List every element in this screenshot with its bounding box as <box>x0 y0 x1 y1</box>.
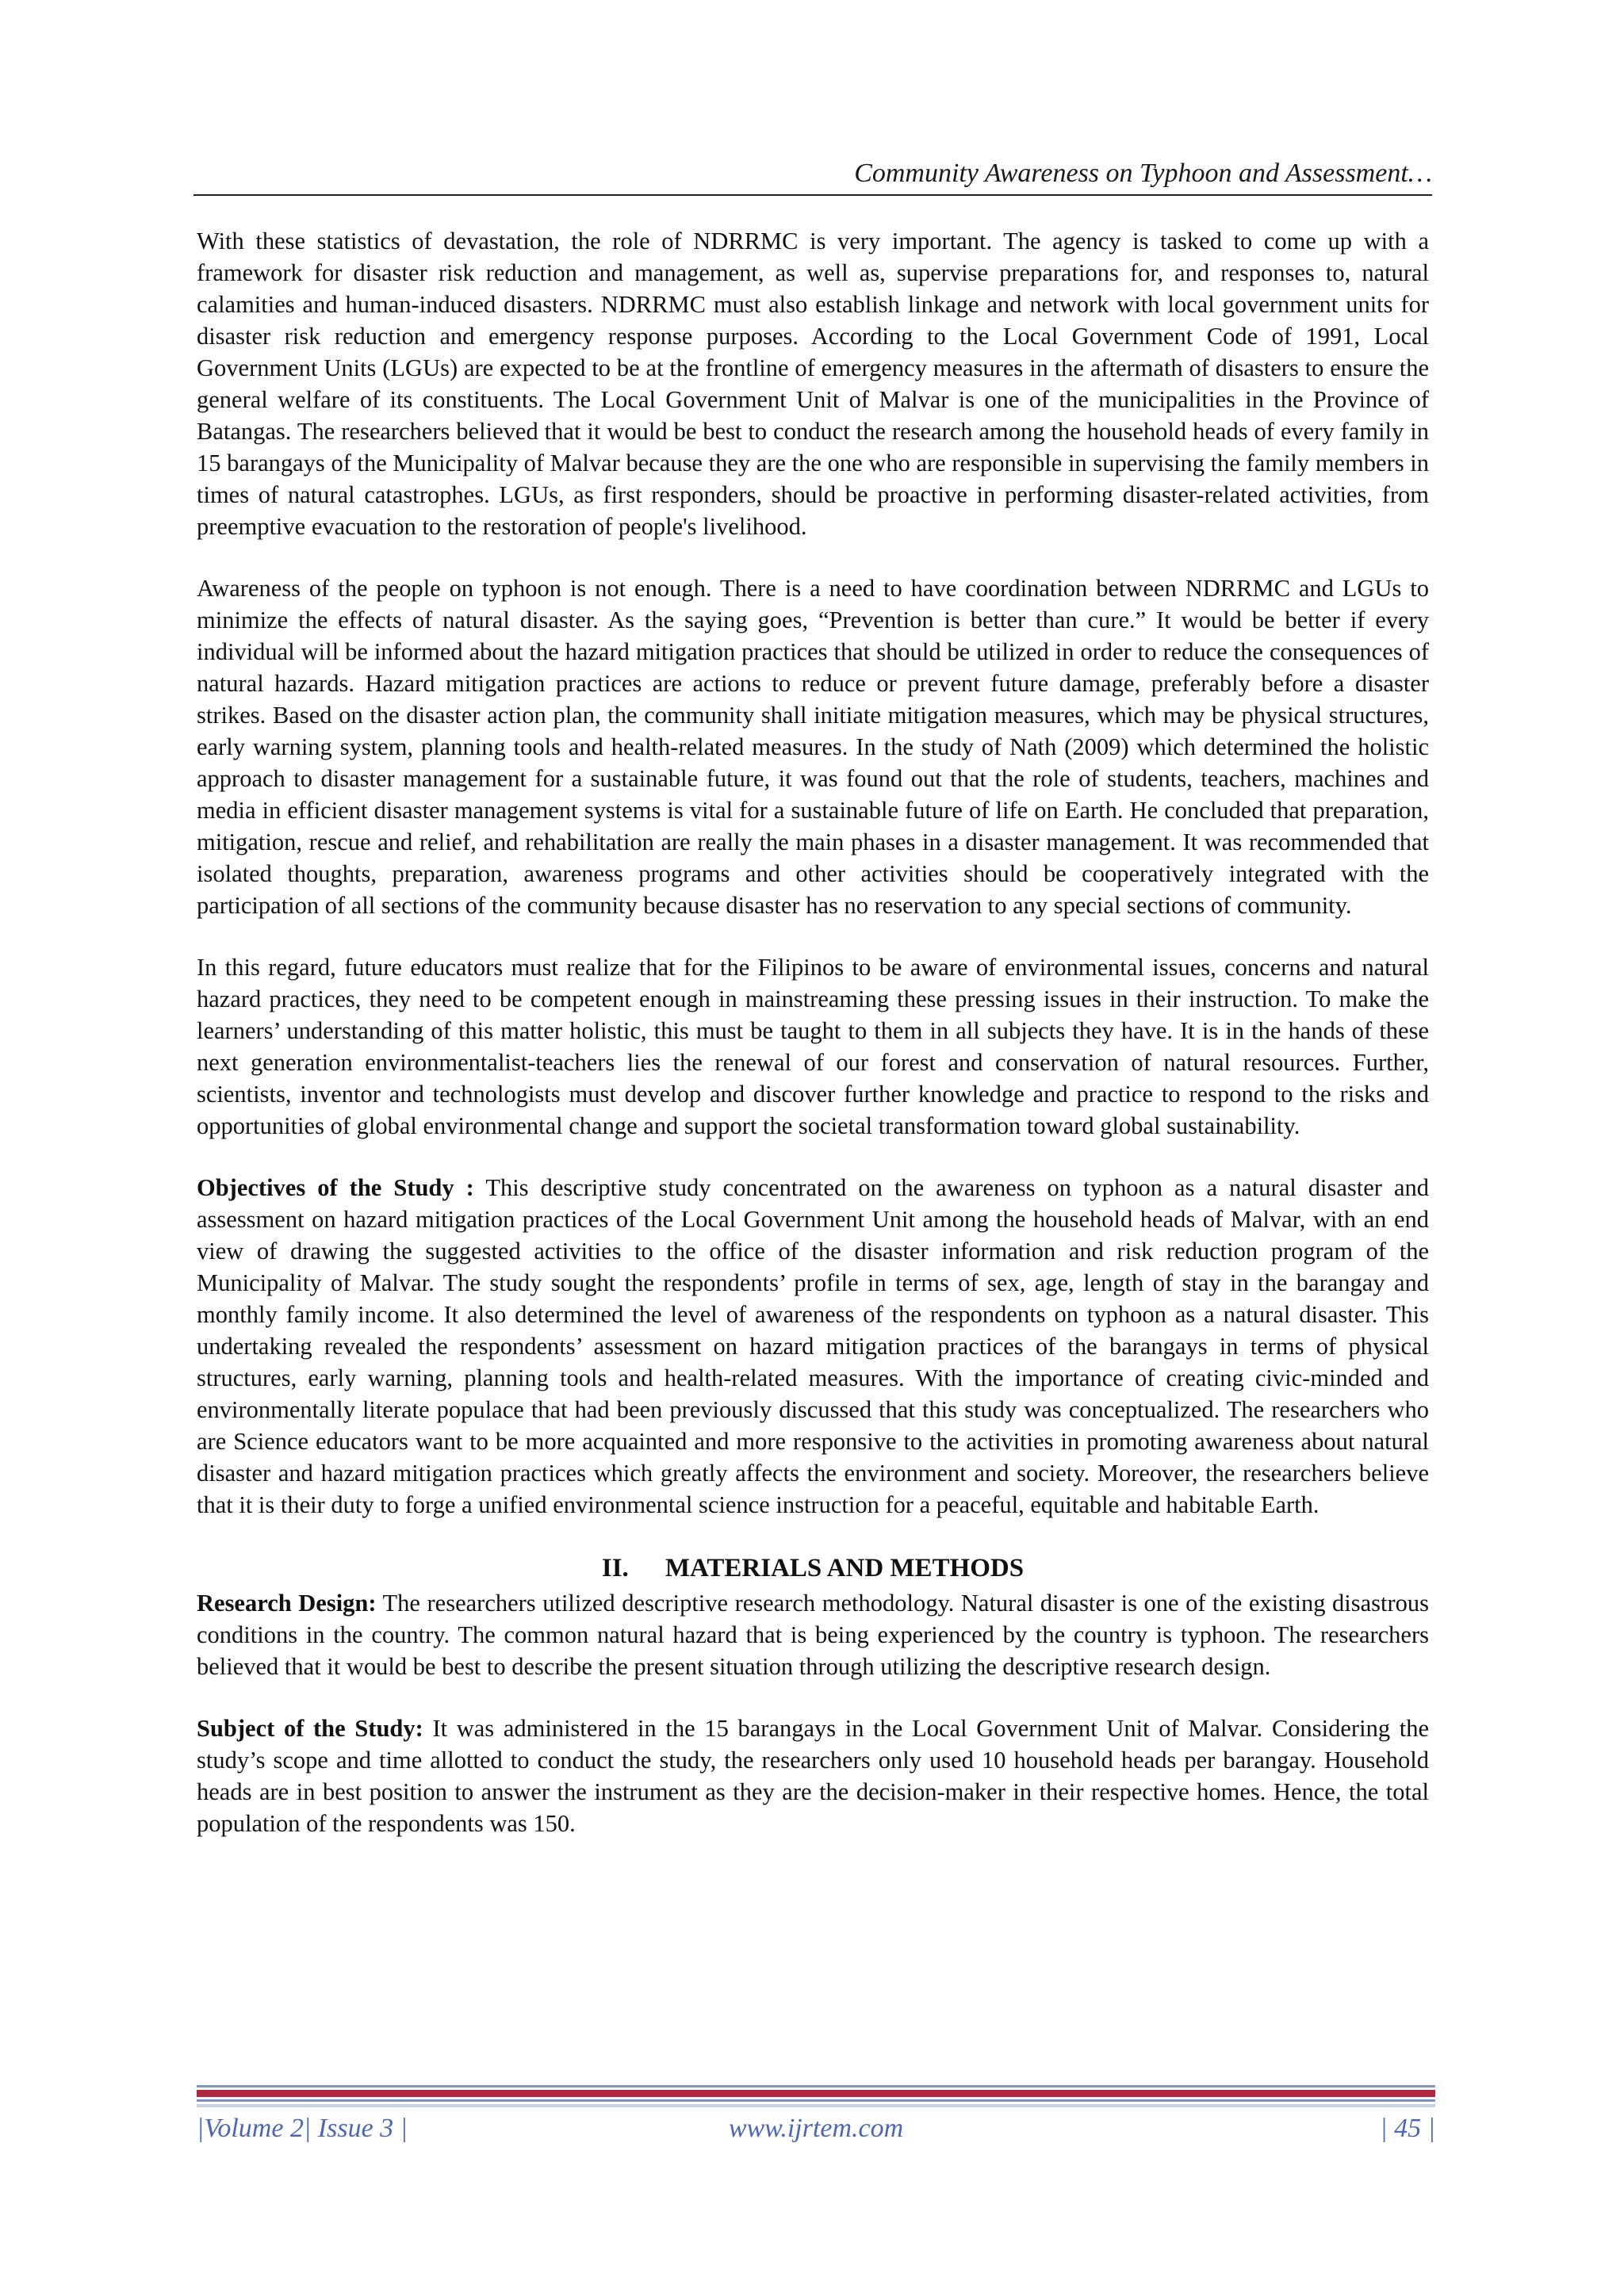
footer-volume-issue: |Volume 2| Issue 3 | <box>197 2114 408 2143</box>
research-design-text: The researchers utilized descriptive research methodology. Natural disaster is one of the existing disastrous conditions in the country. The common natural hazard that is being experienced by the country is typhoon. The researchers believed that it would be best to describe the present situation through utilizing the descriptive research design. <box>197 1590 1430 1680</box>
footer-rule-top <box>197 2085 1435 2087</box>
footer-rule-middle <box>197 2099 1435 2102</box>
header-rule <box>193 194 1432 196</box>
footer-page-number: | 45 | <box>1380 2114 1435 2143</box>
objectives-heading: Objectives of the Study : <box>197 1174 474 1201</box>
subject-heading: Subject of the Study: <box>197 1715 423 1742</box>
footer-website-link[interactable]: www.ijrtem.com <box>728 2114 904 2143</box>
paragraph-subject-of-study <box>197 1712 1429 1839</box>
objectives-text: This descriptive study concentrated on the awareness on typhoon as a natural disaster and assessment on hazard mitigation practices of the Local Government Unit among the household heads of Malvar, with an end view of drawing the suggested activities to the office of the disaster information and risk reduction program of the Municipality of Malvar. The study sought the respondents’ profile in terms of sex, age, length of stay in the barangay and monthly family income. It also determined the level of awareness of the respondents on typhoon as a natural disaster. This undertaking revealed the respondents’ assessment on hazard mitigation practices of the barangays in terms of physical structures, early warning, planning tools and health-related measures. With the importance of creating civic-minded and environmentally literate populace that had been previously discussed that this study was conceptualized. The researchers who are Science educators want to be more acquainted and more responsive to the activities in promoting awareness about natural disaster and hazard mitigation practices which greatly affects the environment and society. Moreover, the researchers believe that it is their duty to forge a unified environmental science instruction for a peaceful, equitable and habitable Earth. <box>197 1174 1429 1518</box>
footer-rule-accent <box>197 2090 1435 2097</box>
section-title: MATERIALS AND METHODS <box>665 1554 1025 1582</box>
paragraph-objectives <box>197 1172 1429 1521</box>
section-heading-materials-methods <box>197 1551 1429 1586</box>
paragraph-future-educators: In this regard, future educators must realize that for the Filipinos to be aware of environmental issues, concerns and natural hazard practices, they need to be competent enough in mainstreaming these pressing issues in their instruction. To make the learners’ understanding of this matter holistic, this must be taught to them in all subjects they have. It is in the hands of these next generation environmentalist-teachers lies the renewal of our forest and conservation of natural resources. Further, scientists, inventor and technologists must develop and discover further knowledge and practice to respond to the risks and opportunities of global environmental change and support the societal transformation toward global sustainability. <box>197 954 1429 1139</box>
research-design-heading: Research Design: <box>197 1590 377 1617</box>
paragraph-ndrrmc-role: With these statistics of devastation, the role of NDRRMC is very important. The agency is tasked to come up with a framework for disaster risk reduction and management, as well as, supervise preparations for, and responses to, natural calamities and human-induced disasters. NDRRMC must also establish linkage and network with local government units for disaster risk reduction and emergency response purposes. According to the Local Government Code of 1991, Local Government Units (LGUs) are expected to be at the frontline of emergency measures in the aftermath of disasters to ensure the general welfare of its constituents. The Local Government Unit of Malvar is one of the municipalities in the Province of Batangas. The researchers believed that it would be best to conduct the research among the household heads of every family in 15 barangays of the Municipality of Malvar because they are the one who are responsible in supervising the family members in times of natural catastrophes. LGUs, as first responders, should be proactive in performing disaster-related activities, from preemptive evacuation to the restoration of people's livelihood. <box>197 228 1429 540</box>
subject-text: It was administered in the 15 barangays in the Local Government Unit of Malvar. Considering the study’s scope and time allotted to conduct the study, the researchers only used 10 household heads per barangay. Household heads are in best position to answer the instrument as they are the decision-maker in their respective homes. Hence, the total population of the respondents was 150. <box>197 1715 1429 1837</box>
section-number: II. <box>601 1554 629 1582</box>
body-content <box>197 225 1429 1869</box>
footer-rule-bottom <box>197 2104 1435 2107</box>
paragraph-awareness: Awareness of the people on typhoon is not enough. There is a need to have coordination between NDRRMC and LGUs to minimize the effects of natural disaster. As the saying goes, “Prevention is better than cure.” It would be better if every individual will be informed about the hazard mitigation practices that should be utilized in order to reduce the consequences of natural hazards. Hazard mitigation practices are actions to reduce or prevent future damage, preferably before a disaster strikes. Based on the disaster action plan, the community shall initiate mitigation measures, which may be physical structures, early warning system, planning tools and health-related measures. In the study of Nath (2009) which determined the holistic approach to disaster management for a sustainable future, it was found out that the role of students, teachers, machines and media in efficient disaster management systems is vital for a sustainable future of life on Earth. He concluded that preparation, mitigation, rescue and relief, and rehabilitation are really the main phases in a disaster management. It was recommended that isolated thoughts, preparation, awareness programs and other activities should be cooperatively integrated with the participation of all sections of the community because disaster has no reservation to any special sections of community. <box>197 575 1429 919</box>
running-header: Community Awareness on Typhoon and Assessment… <box>854 159 1432 188</box>
paragraph-research-design <box>197 1587 1429 1682</box>
page-footer <box>197 2110 1435 2147</box>
